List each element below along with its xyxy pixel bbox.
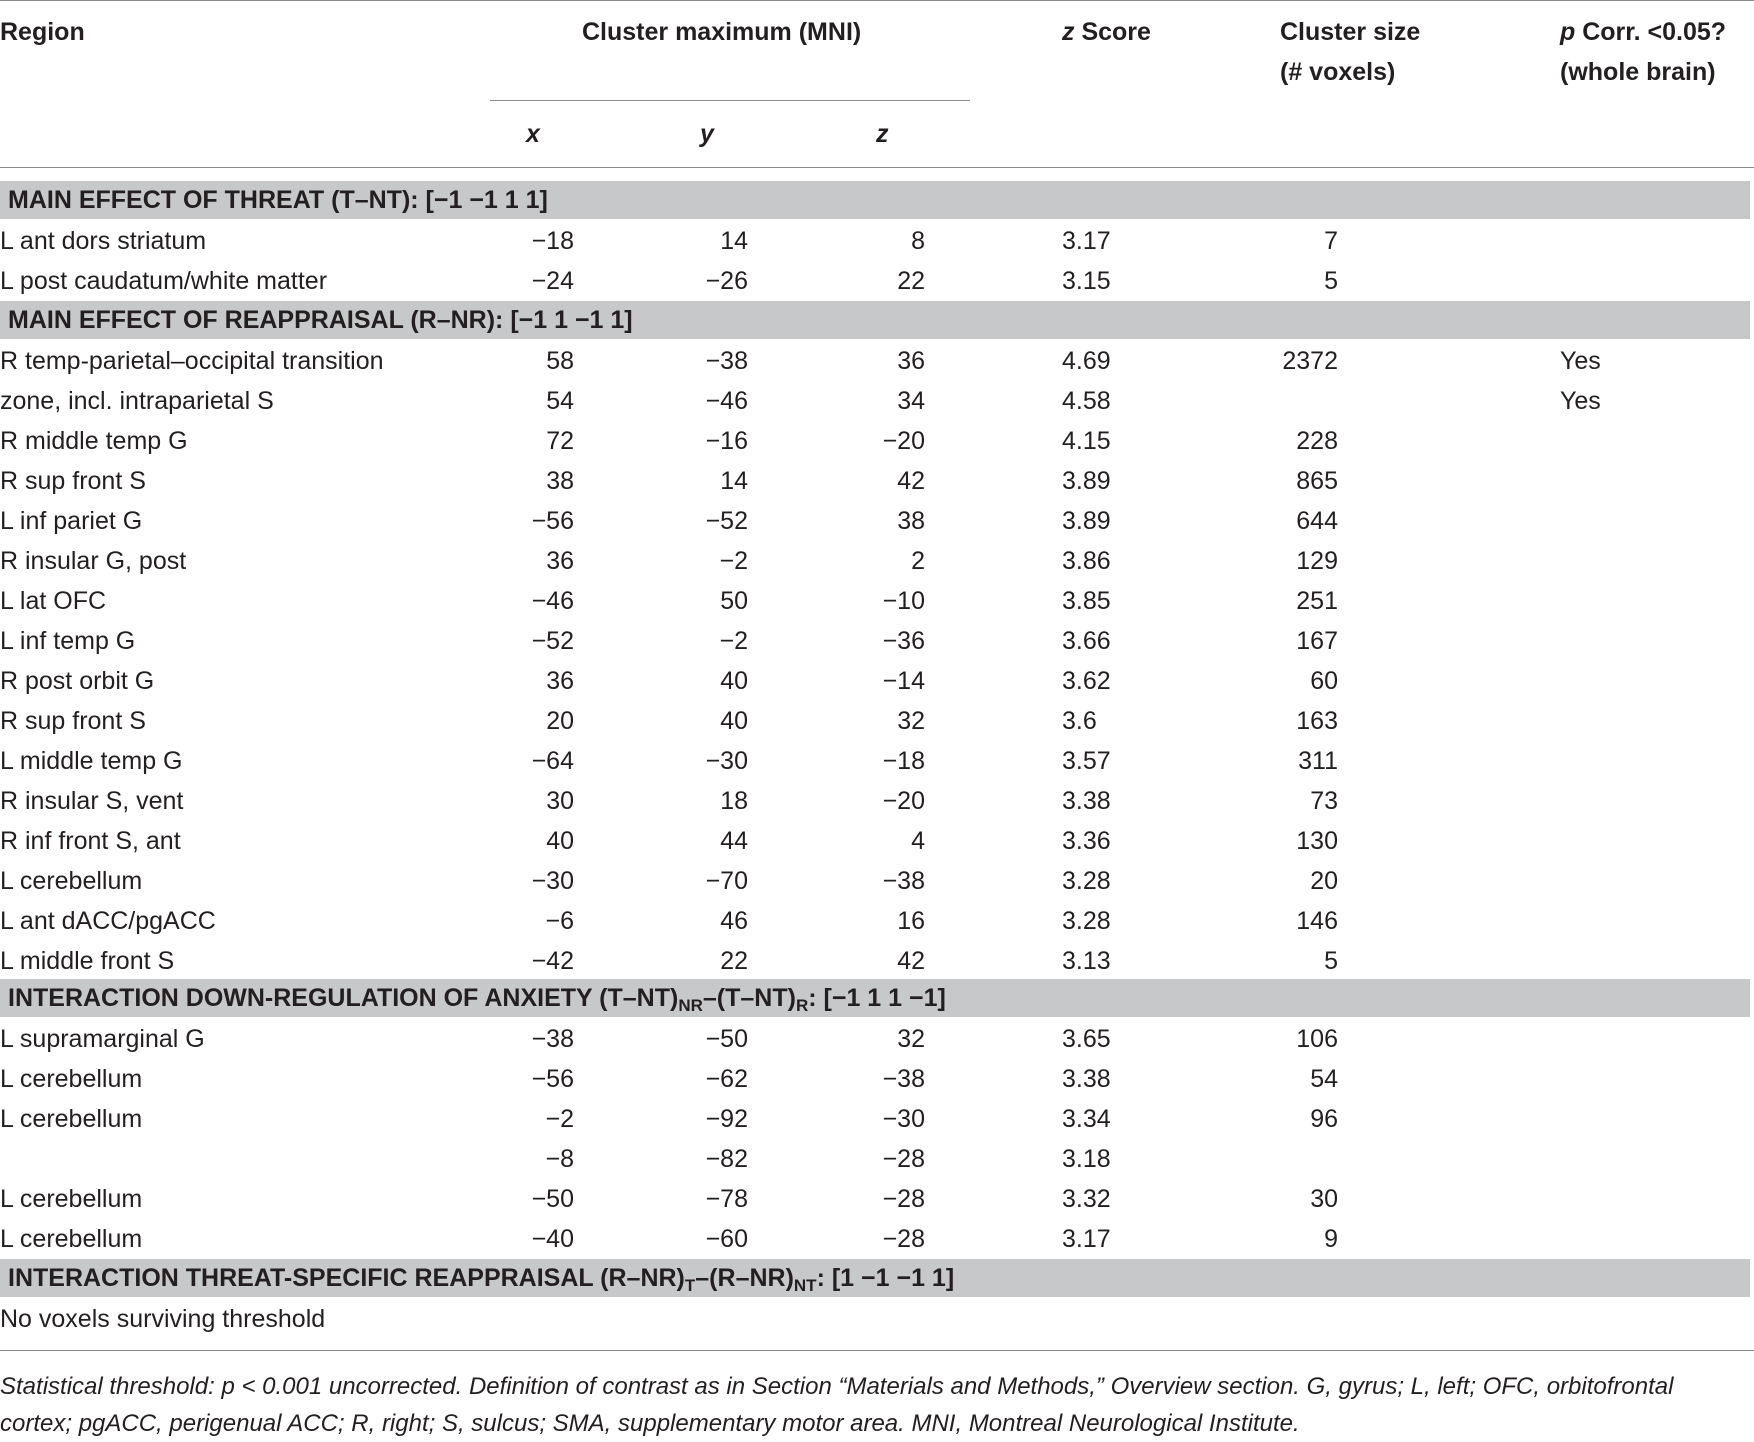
cell-cluster-size: 106 [1296,1025,1338,1053]
table-row [0,501,1754,541]
cell-cluster-size: 167 [1296,627,1338,655]
cell-z-score: 3.17 [1062,227,1111,255]
cell-z: 32 [897,1025,925,1053]
header-z-score [1062,12,1151,52]
cell-y: −52 [705,507,748,535]
cell-cluster-size: 146 [1296,907,1338,935]
cell-z-score: 3.86 [1062,547,1111,575]
cell-region: L ant dACC/pgACC [0,907,216,935]
table-bottom-rule [0,1350,1754,1351]
cell-x: −40 [531,1225,574,1253]
section-header-main-effect-reappraisal: MAIN EFFECT OF REAPPRAISAL (R–NR): [−1 1 −1 1] [0,301,1750,339]
cell-region: zone, incl. intraparietal S [0,387,274,415]
cell-z-score: 3.89 [1062,507,1111,535]
cell-cluster-size: 251 [1296,587,1338,615]
cell-x: 20 [546,707,574,735]
table-row [0,1179,1754,1219]
cell-region: L lat OFC [0,587,107,615]
cell-z-score: 3.36 [1062,827,1111,855]
cell-x: −2 [545,1105,574,1133]
cell-x: 36 [546,547,574,575]
cell-x: −50 [531,1185,574,1213]
cell-cluster-size: 60 [1310,667,1338,695]
cell-region: L inf pariet G [0,507,143,535]
header-x-label: x [526,120,540,148]
header-x [526,114,540,154]
cell-region: R sup front S [0,707,146,735]
cluster-max-span-rule [490,100,970,101]
cell-z: −36 [882,627,925,655]
cell-x: −24 [531,267,574,295]
header-region: Region [0,18,85,46]
header-p-italic: p [1560,18,1576,46]
cell-cluster-size: 644 [1296,507,1338,535]
table-row [0,341,1754,381]
table-footnote: Statistical threshold: p < 0.001 uncorrected. Definition of contrast as in Section “Materials and Methods,” Overview section. G, gyrus; L, left; OFC, orbitofrontal cortex; pgACC, perigenual ACC; R, right; S, sulcus; SMA, supplementary motor area. MNI, Montreal Neurological Institute. [0,1373,1674,1437]
header-z [876,114,889,154]
cell-z: −18 [882,747,925,775]
header-bottom-rule [0,167,1754,168]
cell-z: 34 [897,387,925,415]
cell-z: −20 [882,427,925,455]
cell-y: 40 [720,667,748,695]
table-row [0,1219,1754,1259]
cell-y: 18 [720,787,748,815]
table-row [0,821,1754,861]
cell-cluster-size: 2372 [1282,347,1338,375]
cell-x: −52 [531,627,574,655]
table-row [0,1059,1754,1099]
cell-z: 42 [897,947,925,975]
top-rule [0,0,1754,1]
table-row [0,1019,1754,1059]
cell-z-score: 4.58 [1062,387,1111,415]
cell-cluster-size: 228 [1296,427,1338,455]
cell-x: −56 [531,507,574,535]
header-z-score-rest: Score [1074,18,1151,46]
cell-region: L middle front S [0,947,175,975]
table-row [0,781,1754,821]
section-header-interaction-threat-specific [0,1259,1750,1297]
cell-z-score: 3.66 [1062,627,1111,655]
cell-region: R insular S, vent [0,787,184,815]
header-p-corr [1560,12,1726,52]
cell-x: −38 [531,1025,574,1053]
cell-z-score: 3.28 [1062,907,1111,935]
header-cluster-size-unit: (# voxels) [1280,58,1396,86]
cell-z: −30 [882,1105,925,1133]
cell-x: 72 [546,427,574,455]
table-row [0,541,1754,581]
cell-p-corr: Yes [1560,387,1601,415]
cell-x: 30 [546,787,574,815]
cell-z: 4 [911,827,925,855]
cell-z: 42 [897,467,925,495]
cell-z-score: 3.38 [1062,787,1111,815]
table-row [0,1139,1754,1179]
cell-y: −2 [719,627,748,655]
table-row [0,421,1754,461]
section-header-main-effect-threat: MAIN EFFECT OF THREAT (T–NT): [−1 −1 1 1] [0,181,1750,219]
header-y-label: y [700,120,714,148]
cell-y: −46 [705,387,748,415]
cell-z-score: 3.34 [1062,1105,1111,1133]
table-row [0,1099,1754,1139]
cell-y: −38 [705,347,748,375]
header-y [700,114,714,154]
cell-z-score: 3.15 [1062,267,1111,295]
table-row [0,261,1754,301]
table-row [0,581,1754,621]
cell-cluster-size: 20 [1310,867,1338,895]
cell-cluster-size: 865 [1296,467,1338,495]
cell-z-score: 3.57 [1062,747,1111,775]
section-title-part-a: INTERACTION DOWN-REGULATION OF ANXIETY (T–NT) [8,984,679,1012]
header-z-score-italic: z [1062,18,1075,46]
cell-region: No voxels surviving threshold [0,1305,326,1333]
cell-region: L supramarginal G [0,1025,205,1053]
cell-x: −18 [531,227,574,255]
cell-x: 38 [546,467,574,495]
cell-z: −28 [882,1185,925,1213]
cell-cluster-size: 96 [1310,1105,1338,1133]
cell-z: −38 [882,867,925,895]
cell-z-score: 3.18 [1062,1145,1111,1173]
cell-region: L cerebellum [0,867,143,895]
cell-z: 2 [911,547,925,575]
table-row [0,701,1754,741]
cell-z-score: 4.15 [1062,427,1111,455]
cell-z-score: 3.17 [1062,1225,1111,1253]
cell-cluster-size: 5 [1324,267,1338,295]
table-row [0,741,1754,781]
cell-region: R sup front S [0,467,146,495]
cell-cluster-size: 130 [1296,827,1338,855]
table-row [0,621,1754,661]
section-title-subscript-2: R [795,996,809,1015]
cell-x: −30 [531,867,574,895]
cell-z: −28 [882,1225,925,1253]
cell-z: −28 [882,1145,925,1173]
cell-cluster-size: 54 [1310,1065,1338,1093]
section-title-subscript-2: NT [793,1276,817,1295]
section-title-part-a: INTERACTION THREAT-SPECIFIC REAPPRAISAL (R–NR) [8,1264,685,1292]
header-p-rest: Corr. <0.05? [1575,18,1727,46]
table-row [0,861,1754,901]
cell-y: −92 [705,1105,748,1133]
section-header-interaction-down-regulation [0,979,1750,1017]
cell-y: 46 [720,907,748,935]
section-title-part-c: : [1 −1 −1 1] [816,1264,955,1292]
cell-x: −64 [531,747,574,775]
table-row [0,941,1754,981]
cell-cluster-size: 9 [1324,1225,1338,1253]
cell-y: −62 [705,1065,748,1093]
cell-z-score: 3.38 [1062,1065,1111,1093]
cell-z-score: 3.62 [1062,667,1111,695]
cell-x: −56 [531,1065,574,1093]
section-title-part-c: : [−1 1 1 −1] [808,984,946,1012]
cell-cluster-size: 30 [1310,1185,1338,1213]
cell-z: 32 [897,707,925,735]
cell-cluster-size: 163 [1296,707,1338,735]
cell-z: 8 [911,227,925,255]
cell-x: −8 [545,1145,574,1173]
cell-y: −50 [705,1025,748,1053]
section-title-subscript-1: T [684,1276,696,1295]
cell-z-score: 4.69 [1062,347,1111,375]
cell-y: −16 [705,427,748,455]
cell-z: 38 [897,507,925,535]
cell-z-score: 3.13 [1062,947,1111,975]
cell-cluster-size: 7 [1324,227,1338,255]
cell-p-corr: Yes [1560,347,1601,375]
cell-y: −82 [705,1145,748,1173]
cell-region: L post caudatum/white matter [0,267,328,295]
cell-x: 40 [546,827,574,855]
section-title-part-b: –(T–NT) [702,984,796,1012]
header-z-label: z [876,120,889,148]
cell-z-score: 3.28 [1062,867,1111,895]
cell-region: R middle temp G [0,427,188,455]
cell-z-score: 3.6 [1062,707,1097,735]
cell-y: −26 [705,267,748,295]
cell-region: R temp-parietal–occipital transition [0,347,384,375]
cell-y: 50 [720,587,748,615]
cell-x: 54 [546,387,574,415]
cell-y: 22 [720,947,748,975]
header-cluster-size: Cluster size [1280,18,1421,46]
cell-cluster-size: 129 [1296,547,1338,575]
table-row [0,661,1754,701]
cell-y: 14 [720,227,748,255]
cell-z: 36 [897,347,925,375]
header-p-corr-scope: (whole brain) [1560,58,1716,86]
cell-region: L middle temp G [0,747,183,775]
cell-y: 44 [720,827,748,855]
cell-region: L cerebellum [0,1105,143,1133]
cell-y: −2 [719,547,748,575]
cell-y: −60 [705,1225,748,1253]
table-row [0,221,1754,261]
cell-y: −30 [705,747,748,775]
cell-region: L ant dors striatum [0,227,207,255]
cell-y: −78 [705,1185,748,1213]
cell-z: 22 [897,267,925,295]
cell-z: 16 [897,907,925,935]
cell-x: 58 [546,347,574,375]
cell-region: L cerebellum [0,1065,143,1093]
table-row [0,901,1754,941]
cell-region: R insular G, post [0,547,187,575]
cell-region: R inf front S, ant [0,827,181,855]
cell-region: L inf temp G [0,627,136,655]
cell-x: −6 [545,907,574,935]
cell-cluster-size: 5 [1324,947,1338,975]
cell-x: 36 [546,667,574,695]
cell-region: L cerebellum [0,1185,143,1213]
cell-cluster-size: 73 [1310,787,1338,815]
cell-x: −42 [531,947,574,975]
cell-z-score: 3.32 [1062,1185,1111,1213]
cell-z: −20 [882,787,925,815]
cell-z: −38 [882,1065,925,1093]
cell-y: −70 [705,867,748,895]
table-row [0,381,1754,421]
cell-z-score: 3.89 [1062,467,1111,495]
table-row [0,1299,1754,1339]
section-title-subscript-1: NR [678,996,703,1015]
header-cluster-maximum: Cluster maximum (MNI) [582,18,862,46]
cell-region: R post orbit G [0,667,155,695]
cell-z: −10 [882,587,925,615]
cell-y: 14 [720,467,748,495]
cell-z-score: 3.85 [1062,587,1111,615]
cell-x: −46 [531,587,574,615]
cell-cluster-size: 311 [1298,747,1338,775]
cell-z-score: 3.65 [1062,1025,1111,1053]
cell-z: −14 [882,667,925,695]
table-row [0,461,1754,501]
section-title-part-b: –(R–NR) [695,1264,794,1292]
cell-y: 40 [720,707,748,735]
cell-region: L cerebellum [0,1225,143,1253]
